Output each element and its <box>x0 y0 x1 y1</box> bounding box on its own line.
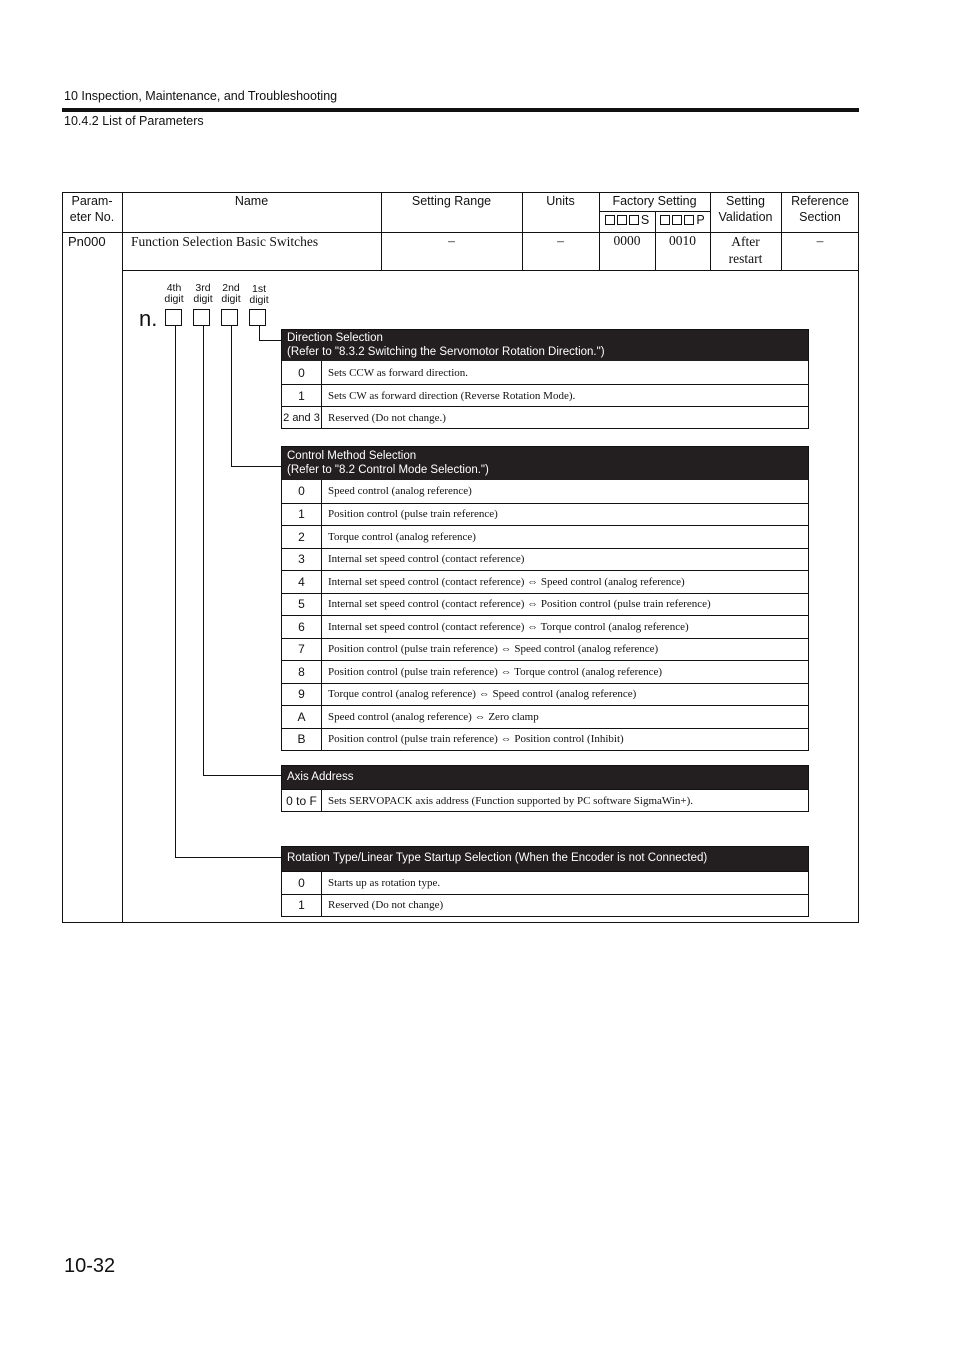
table-divider <box>122 270 859 271</box>
option-row <box>282 638 808 661</box>
option-row <box>282 871 808 894</box>
option-key: 4 <box>282 571 322 593</box>
option-description: Sets CCW as forward direction. <box>328 366 469 379</box>
header-units: Units <box>546 194 575 208</box>
option-row <box>282 548 808 571</box>
option-key: 0 <box>282 872 322 894</box>
option-description: Sets CW as forward direction (Reverse Rotation Mode). <box>328 389 576 402</box>
option-key: 0 <box>282 361 322 384</box>
n-prefix: n. <box>139 306 158 331</box>
connector-line <box>231 326 232 467</box>
header-name: Name <box>234 194 269 208</box>
connector-line <box>259 326 260 341</box>
panel-axis-address <box>281 765 809 812</box>
panel-body <box>282 361 808 428</box>
connector-line <box>175 326 176 858</box>
param-name: Function Selection Basic Switches <box>131 234 319 249</box>
panel-title: Rotation Type/Linear Type Startup Selection (When the Encoder is not Connected) <box>282 847 808 871</box>
option-description: Position control (pulse train reference) ⇔ Speed control (analog reference) <box>328 643 659 656</box>
digit-label-3rd: 3rd digit <box>193 282 213 305</box>
digit-label-2nd: 2nd digit <box>221 282 241 305</box>
option-description: Reserved (Do not change) <box>328 899 444 912</box>
option-row <box>282 705 808 728</box>
option-key: A <box>282 706 322 728</box>
option-description: Internal set speed control (contact reference) <box>328 553 525 566</box>
option-description: Sets SERVOPACK axis address (Function supported by PC software SigmaWin+). <box>328 794 694 807</box>
option-key: 7 <box>282 639 322 661</box>
option-key: 0 <box>282 480 322 503</box>
factory-p-value: 0010 <box>669 233 696 248</box>
panel-title: Control Method Selection (Refer to "8.2 Control Mode Selection.") <box>282 447 808 480</box>
option-row <box>282 570 808 593</box>
header-setting-range: Setting Range <box>411 194 492 208</box>
connector-line <box>259 340 282 341</box>
digit-label-1st: 1st digit <box>249 283 269 306</box>
panel-rotation-type-selection <box>281 846 809 917</box>
header-factory-p: P <box>655 212 710 228</box>
option-key: 2 and 3 <box>282 407 322 428</box>
option-key: 1 <box>282 385 322 406</box>
reference-value: – <box>816 233 824 248</box>
option-row <box>282 789 808 811</box>
digit-box-1st <box>249 309 266 326</box>
option-description: Speed control (analog reference) ⇔ Zero clamp <box>328 710 539 723</box>
option-row <box>282 525 808 548</box>
connector-line <box>203 326 204 776</box>
validation-value: After restart <box>728 234 763 266</box>
connector-line <box>203 775 282 776</box>
option-row <box>282 728 808 751</box>
option-row <box>282 615 808 638</box>
header-factory-setting: Factory Setting <box>612 194 697 208</box>
digit-box-4th <box>165 309 182 326</box>
option-description: Starts up as rotation type. <box>328 876 441 889</box>
option-row <box>282 406 808 428</box>
option-key: B <box>282 729 322 751</box>
digit-box-3rd <box>193 309 210 326</box>
option-row <box>282 480 808 503</box>
panel-title: Direction Selection (Refer to "8.3.2 Switching the Servomotor Rotation Direction.") <box>282 330 808 361</box>
option-key: 3 <box>282 549 322 571</box>
header-reference: Reference Section <box>791 194 849 224</box>
option-description: Position control (pulse train reference) ⇔ Torque control (analog reference) <box>328 665 663 678</box>
option-key: 5 <box>282 594 322 616</box>
units-value: – <box>557 233 564 248</box>
connector-line <box>231 466 282 467</box>
option-key: 8 <box>282 661 322 683</box>
option-key: 9 <box>282 684 322 706</box>
option-key: 0 to F <box>282 790 322 811</box>
page-number: 10-32 <box>64 1255 116 1277</box>
option-row <box>282 361 808 384</box>
panel-direction-selection <box>281 329 809 429</box>
option-key: 6 <box>282 616 322 638</box>
option-row <box>282 660 808 683</box>
option-description: Internal set speed control (contact reference) ⇔ Position control (pulse train reference) <box>328 598 711 611</box>
connector-line <box>175 857 282 858</box>
digit-label-4th: 4th digit <box>164 282 184 305</box>
digit-box-2nd <box>221 309 238 326</box>
option-key: 1 <box>282 504 322 526</box>
option-row <box>282 384 808 406</box>
option-row <box>282 593 808 616</box>
panel-title: Axis Address <box>282 766 808 789</box>
setting-range-value: – <box>448 233 455 248</box>
panel-body <box>282 480 808 750</box>
option-description: Speed control (analog reference) <box>328 485 472 498</box>
panel-control-method-selection <box>281 446 809 751</box>
option-description: Torque control (analog reference) <box>328 530 476 543</box>
option-description: Internal set speed control (contact reference) ⇔ Speed control (analog reference) <box>328 575 685 588</box>
header-rule <box>62 108 859 112</box>
option-description: Reserved (Do not change.) <box>328 411 446 424</box>
option-description: Internal set speed control (contact reference) ⇔ Torque control (analog reference) <box>328 620 689 633</box>
header-factory-s: S <box>599 212 655 228</box>
section-header: 10.4.2 List of Parameters <box>64 114 204 128</box>
option-key: 1 <box>282 895 322 917</box>
factory-s-value: 0000 <box>613 233 641 248</box>
option-description: Torque control (analog reference) ⇔ Speed control (analog reference) <box>328 688 637 701</box>
chapter-header: 10 Inspection, Maintenance, and Troubleshooting <box>64 89 338 103</box>
param-number: Pn000 <box>68 234 106 249</box>
option-row <box>282 894 808 917</box>
option-key: 2 <box>282 526 322 548</box>
option-description: Position control (pulse train reference) ⇔ Position control (Inhibit) <box>328 733 624 746</box>
header-validation: Setting Validation <box>718 194 773 224</box>
header-param-no: Param- eter No. <box>69 194 115 224</box>
table-divider <box>122 192 123 923</box>
option-description: Position control (pulse train reference) <box>328 508 498 521</box>
option-row <box>282 683 808 706</box>
option-row <box>282 503 808 526</box>
